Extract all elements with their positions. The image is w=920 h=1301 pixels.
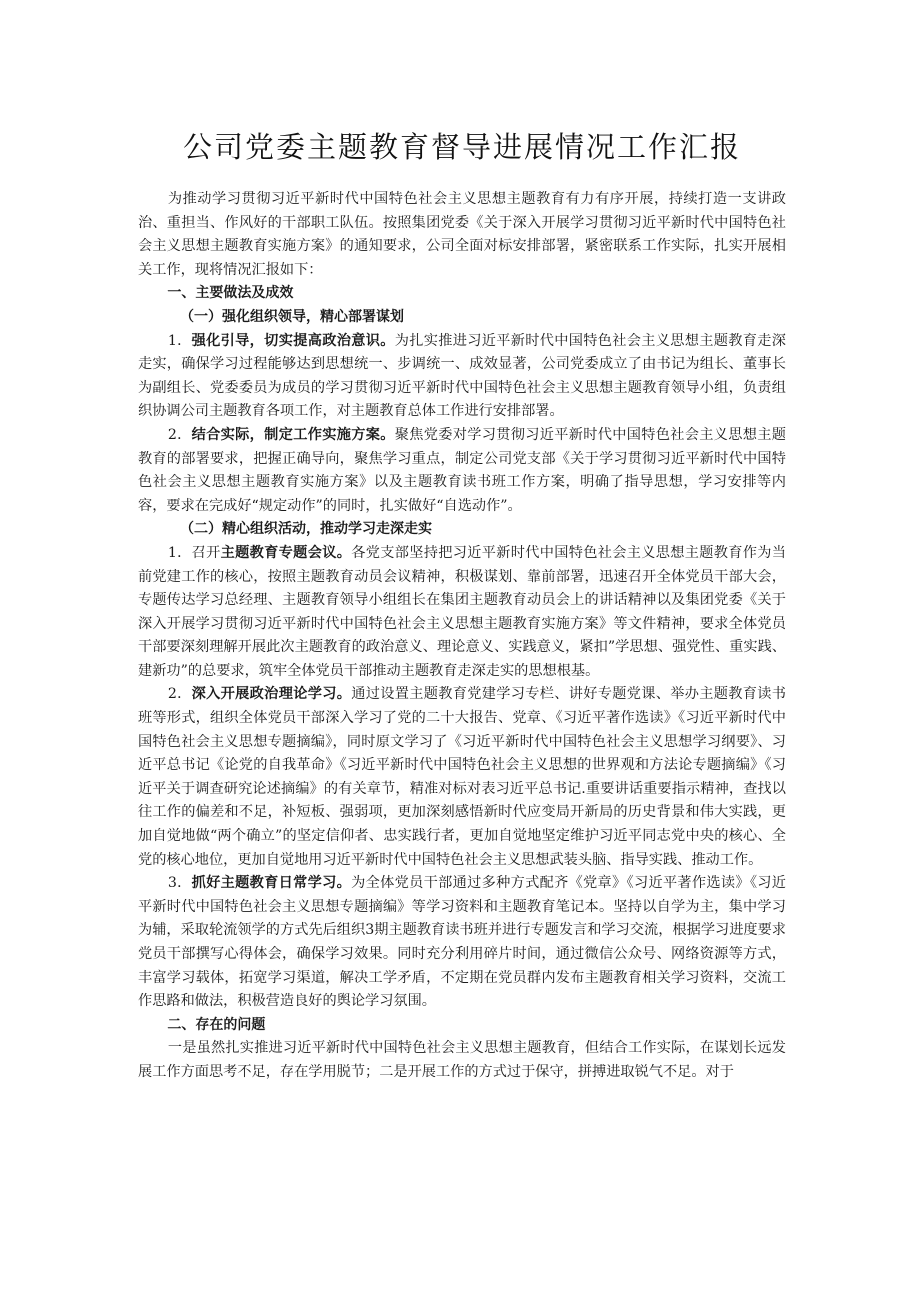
section1-sub2-item3 — [138, 872, 786, 1014]
item-lead: 抓好主题教育日常学习。 — [191, 875, 352, 892]
section2-heading: 二、存在的问题 — [167, 1016, 266, 1033]
item-lead: 强化引导，切实提高政治意识。 — [191, 332, 395, 349]
item-text: 为全体党员干部通过多种方式配齐《党章》《习近平著作选读》《习近平新时代中国特色社会主义思想专题摘编》等学习资料和主题教育笔记本。坚持以自学为主，集中学习为辅，采取轮流领学的方式先后组织3期主题教育读书班并进行专题发言和学习交流，根据学习进度要求党员干部撰写心得体会，确保学习效果。同时充分利用碎片时间，通过微信公众号、网络资源等方式，丰富学习载体，拓宽学习渠道，解决工学矛盾，不定期在党员群内发布主题教育相关学习资料，交流工作思路和做法，积极营造良好的舆论学习氛围。 — [138, 875, 786, 1010]
section1-sub1-heading: （一）强化组织领导，精心部署谋划 — [180, 308, 404, 325]
document-page — [138, 125, 786, 1085]
item-text: 为扎实推进习近平新时代中国特色社会主义思想主题教育走深走实，确保学习过程能够达到思想统一、步调统一、成效显著，公司党委成立了由书记为组长、董事长为副组长、党委委员为成员的学习贯彻习近平新时代中国特色社会主义思想主题教育领导小组，负责组织协调公司主题教育各项工作，对主题教育总体工作进行安排部署。 — [138, 332, 786, 420]
item-lead: 结合实际，制定工作实施方案。 — [191, 426, 395, 443]
section1-sub1-item2 — [138, 424, 786, 518]
document-title: 公司党委主题教育督导进展情况工作汇报 — [182, 130, 741, 164]
item-number: 2． — [167, 426, 192, 443]
section1-sub2-heading: （二）精心组织活动，推动学习走深走实 — [180, 521, 432, 538]
section1-sub1-item1 — [138, 330, 786, 424]
section2-paragraph: 一是虽然扎实推进习近平新时代中国特色社会主义思想主题教育，但结合工作实际，在谋划长远发展工作方面思考不足，存在学用脱节；二是开展工作的方式过于保守，拼搏进取锐气不足。对于 — [138, 1040, 786, 1080]
item-number: 1． — [167, 332, 192, 349]
section1-heading: 一、主要做法及成效 — [167, 285, 294, 302]
item-number: 3． — [167, 875, 192, 892]
intro-paragraph: 为推动学习贯彻习近平新时代中国特色社会主义思想主题教育有力有序开展，持续打造一支讲政治、重担当、作风好的干部职工队伍。按照集团党委《关于深入开展学习贯彻习近平新时代中国特色社会主义思想主题教育实施方案》的通知要求，公司全面对标安排部署，紧密联系工作实际，扎实开展相关工作，现将情况汇报如下： — [138, 191, 786, 278]
section1-sub2-item2 — [138, 683, 786, 872]
item-text: 通过设置主题教育党建学习专栏、讲好专题党课、举办主题教育读书班等形式，组织全体党员干部深入学习了党的二十大报告、党章、《习近平著作选读》《习近平新时代中国特色社会主义思想专题摘编》，同时原文学习了《习近平新时代中国特色社会主义思想学习纲要》、习近平总书记《论党的自我革命》《习近平新时代中国特色社会主义思想的世界观和方法论专题摘编》《习近平关于调查研究论述摘编》的有关章节，精准对标对表习近平总书记.重要讲话重要指示精神，查找以往工作的偏差和不足，补短板、强弱项，更加深刻感悟新时代应变局开新局的历史背景和伟大实践，更加自觉地做“两个确立”的坚定信仰者、忠实践行者，更加自觉地坚定维护习近平同志党中央的核心、全党的核心地位，更加自觉地用习近平新时代中国特色社会主义思想武装头脑、指导实践、推动工作。 — [138, 686, 786, 868]
item-text: 各党支部坚持把习近平新时代中国特色社会主义思想主题教育作为当前党建工作的核心，按照主题教育动员会议精神，积极谋划、靠前部署，迅速召开全体党员干部大会，专题传达学习总经理、主题教育领导小组组长在集团主题教育动员会上的讲话精神以及集团党委《关于深入开展学习贯彻习近平新时代中国特色社会主义思想主题教育实施方案》等文件精神，要求全体党员干部要深刻理解开展此次主题教育的政治意义、理论意义、实践意义，紧扣”学思想、强党性、重实践、建新功”的总要求，筑牢全体党员干部推动主题教育走深走实的思想根基。 — [138, 544, 786, 679]
section1-sub2-item1 — [138, 542, 786, 684]
item-lead: 主题教育专题会议。 — [220, 544, 352, 561]
item-text: 聚焦党委对学习贯彻习近平新时代中国特色社会主义思想主题教育的部署要求，把握正确导向，聚焦学习重点，制定公司党支部《关于学习贯彻习近平新时代中国特色社会主义思想主题教育实施方案》以及主题教育读书班工作方案，明确了指导思想，学习安排等内容，要求在完成好“规定动作”的同时，扎实做好“自选动作”。 — [138, 426, 786, 514]
item-number: 1．召开 — [167, 544, 221, 561]
item-lead: 深入开展政治理论学习。 — [191, 686, 352, 703]
item-number: 2． — [167, 686, 192, 703]
